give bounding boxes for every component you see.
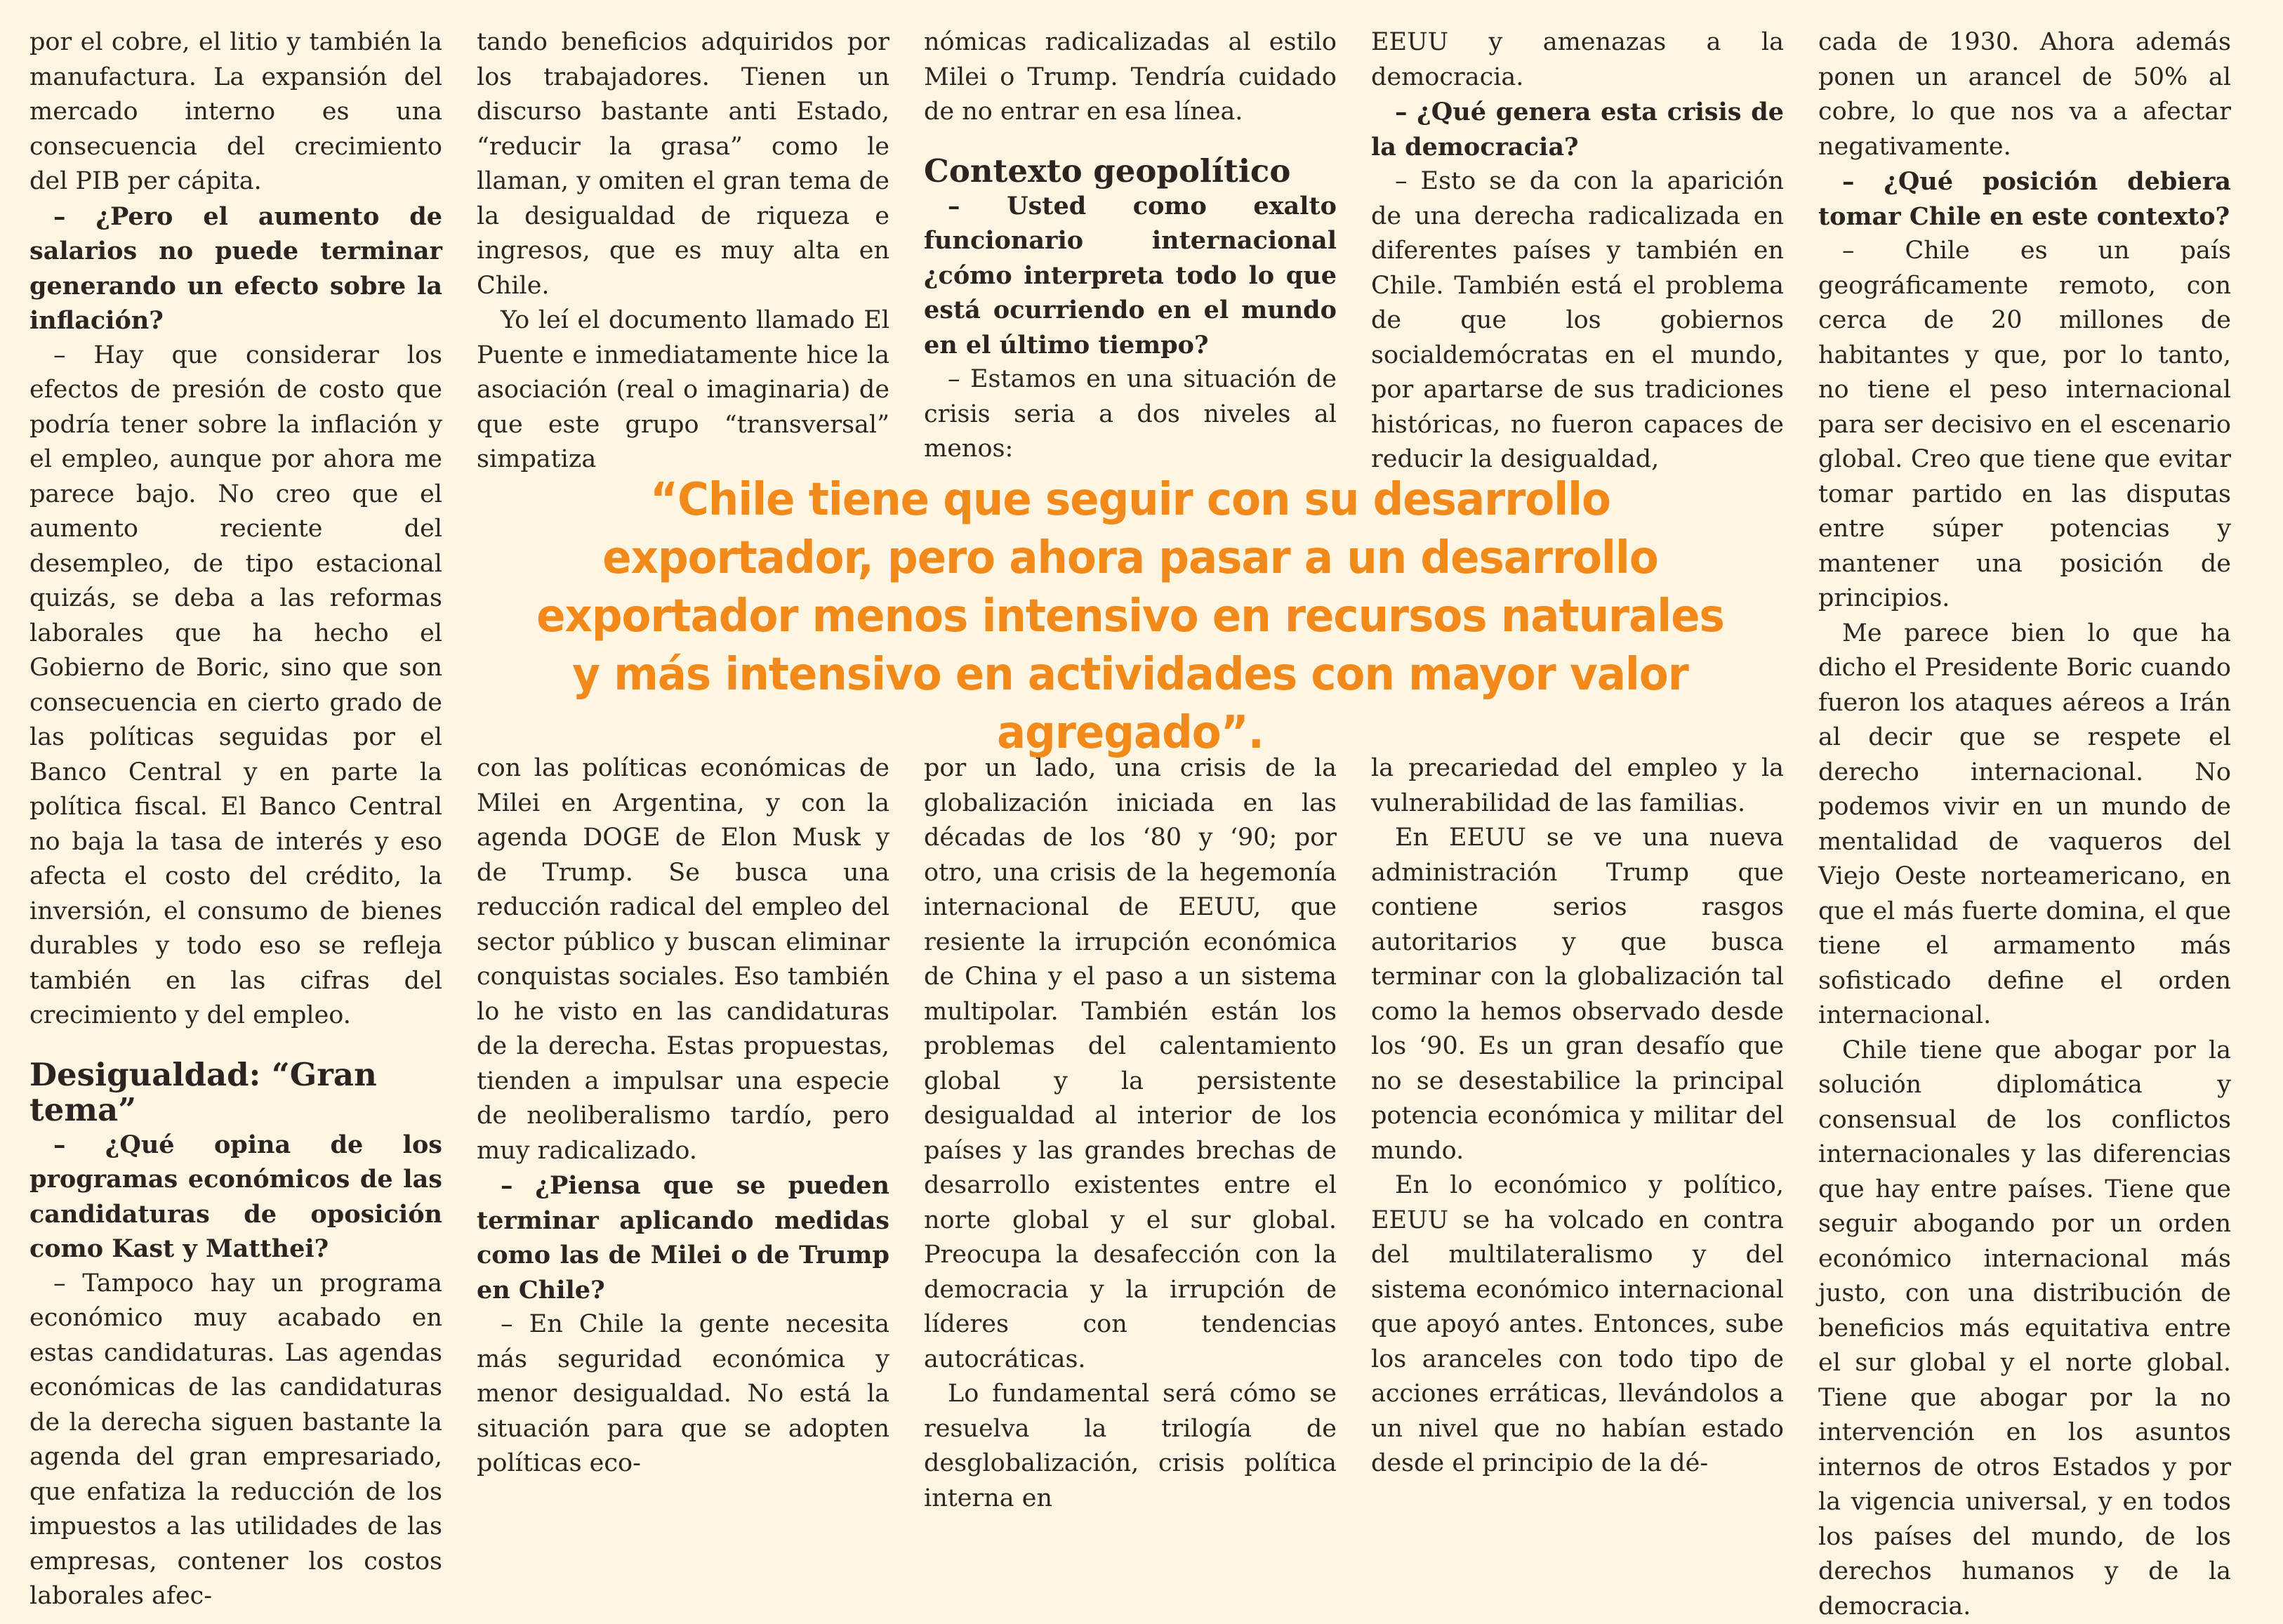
column-4-top — [1371, 25, 1784, 477]
pull-quote: “Chile tiene que seguir con su desarrollo exportador, pero ahora pasar a un desarrollo exportador menos intensivo en recursos naturales y más intensivo en actividades con mayor valor agregado”. — [520, 470, 1741, 762]
column-1 — [29, 25, 442, 1614]
interview-question: – ¿Qué opina de los programas económicos de las candidaturas de oposición como Kast y Matthei? — [29, 1128, 442, 1267]
body-paragraph: por el cobre, el litio y también la manufactura. La expansión del mercado interno es una consecuencia del crecimiento del PIB per cápita. — [29, 25, 442, 199]
body-paragraph: En lo económico y político, EEUU se ha volcado en contra del multilateralismo y del sistema económico internacional que apoyó antes. Entonces, sube los aranceles con todo tipo de acciones erráticas, llevándolos a un nivel que no habían estado desde el principio de la dé- — [1371, 1168, 1784, 1481]
body-paragraph: EEUU y amenazas a la democracia. — [1371, 25, 1784, 95]
section-gap — [29, 1034, 442, 1057]
body-paragraph: – En Chile la gente necesita más seguridad económica y menor desigualdad. No está la situación para que se adopten políticas eco- — [477, 1307, 889, 1481]
interview-question: – ¿Pero el aumento de salarios no puede terminar generando un efecto sobre la inflación? — [29, 199, 442, 338]
column-2-top — [477, 25, 889, 477]
body-paragraph: cada de 1930. Ahora además ponen un arancel de 50% al cobre, lo que nos va a afectar negativamente. — [1818, 25, 2231, 164]
body-paragraph: con las políticas económicas de Milei en Argentina, y con la agenda DOGE de Elon Musk y de Trump. Se busca una reducción radical del empleo del sector público y buscan eliminar conquistas sociales. Eso también lo he visto en las candidaturas de la derecha. Estas propuestas, tienden a impulsar una especie de neoliberalismo tardío, pero muy radicalizado. — [477, 751, 889, 1168]
body-paragraph: por un lado, una crisis de la globalización iniciada en las décadas de los ‘80 y ‘90; por otro, una crisis de la hegemonía internacional de EEUU, que resiente la irrupción económica de China y el paso a un sistema multipolar. También están los problemas del calentamiento global y la persistente desigualdad al interior de los países y las grandes brechas de desarrollo existentes entre el norte global y el sur global. Preocupa la desafección con la democracia y la irrupción de líderes con tendencias autocráticas. — [924, 751, 1337, 1377]
section-gap — [924, 130, 1337, 154]
column-4-bottom — [1371, 751, 1784, 1481]
body-paragraph: Me parece bien lo que ha dicho el Presidente Boric cuando fueron los ataques aéreos a Irán al decir que se respete el derecho internacional. No podemos vivir en un mundo de mentalidad de vaqueros del Viejo Oeste norteamericano, en que el más fuerte domina, el que tiene el armamento más sofisticado define el orden internacional. — [1818, 616, 2231, 1034]
body-paragraph: Lo fundamental será cómo se resuelva la trilogía de desglobalización, crisis política interna en — [924, 1377, 1337, 1516]
interview-question: – ¿Qué genera esta crisis de la democracia? — [1371, 95, 1784, 164]
column-3-top — [924, 25, 1337, 467]
body-paragraph: – Hay que considerar los efectos de presión de costo que podría tener sobre la inflación y el empleo, aunque por ahora me parece bajo. No creo que el aumento reciente del desempleo, de tipo estacional quizás, se deba a las reformas laborales que ha hecho el Gobierno de Boric, sino que son consecuencia en cierto grado de las políticas seguidas por el Banco Central y en parte la política fiscal. El Banco Central no baja la tasa de interés y eso afecta el costo del crédito, la inversión, el consumo de bienes durables y todo eso se refleja también en las cifras del crecimiento y del empleo. — [29, 338, 442, 1034]
body-paragraph: la precariedad del empleo y la vulnerabilidad de las familias. — [1371, 751, 1784, 821]
column-2-bottom — [477, 751, 889, 1481]
interview-question: – Usted como exalto funcionario internacional ¿cómo interpreta todo lo que está ocurriendo en el mundo en el último tiempo? — [924, 189, 1337, 363]
column-5 — [1818, 25, 2231, 1624]
body-paragraph: En EEUU se ve una nueva administración Trump que contiene serios rasgos autoritarios y que busca terminar con la globalización tal como la hemos observado desde los ‘90. Es un gran desafío que no se desestabilice la principal potencia económica y militar del mundo. — [1371, 821, 1784, 1168]
column-3-bottom — [924, 751, 1337, 1516]
body-paragraph: Chile tiene que abogar por la solución diplomática y consensual de los conflictos internacionales y las diferencias que hay entre países. Tiene que seguir abogando por un orden económico internacional más justo, con una distribución de beneficios más equitativa entre el sur global y el norte global. Tiene que abogar por la no intervención en los asuntos internos de otros Estados y por la vigencia universal, y en todos los países del mundo, de los derechos humanos y de la democracia. — [1818, 1034, 2231, 1624]
interview-question: – ¿Piensa que se pueden terminar aplicando medidas como las de Milei o de Trump en Chile? — [477, 1168, 889, 1307]
body-paragraph: nómicas radicalizadas al estilo Milei o Trump. Tendría cuidado de no entrar en esa línea. — [924, 25, 1337, 130]
interview-question: – ¿Qué posición debiera tomar Chile en este contexto? — [1818, 164, 2231, 234]
body-paragraph: tando beneficios adquiridos por los trabajadores. Tienen un discurso bastante anti Estado, “reducir la grasa” como le llaman, y omiten el gran tema de la desigualdad de riqueza e ingresos, que es muy alta en Chile. — [477, 25, 889, 303]
body-paragraph: Yo leí el documento llamado El Puente e inmediatamente hice la asociación (real o imaginaria) de que este grupo “transversal” simpatiza — [477, 303, 889, 477]
body-paragraph: – Estamos en una situación de crisis seria a dos niveles al menos: — [924, 362, 1337, 467]
body-paragraph: – Tampoco hay un programa económico muy acabado en estas candidaturas. Las agendas económicas de las candidaturas de la derecha siguen bastante la agenda del gran empresariado, que enfatiza la reducción de los impuestos a las utilidades de las empresas, contener los costos laborales afec- — [29, 1267, 442, 1614]
body-paragraph: – Chile es un país geográficamente remoto, con cerca de 20 millones de habitantes y que, por lo tanto, no tiene el peso internacional para ser decisivo en el escenario global. Creo que tiene que evitar tomar partido en las disputas entre súper potencias y mantener una posición de principios. — [1818, 234, 2231, 616]
body-paragraph: – Esto se da con la aparición de una derecha radicalizada en diferentes países y también en Chile. También está el problema de que los gobiernos socialdemócratas en el mundo, por apartarse de sus tradiciones históricas, no fueron capaces de reducir la desigualdad, — [1371, 164, 1784, 477]
section-heading: Contexto geopolítico — [924, 154, 1337, 189]
section-heading: Desigualdad: “Gran tema” — [29, 1057, 442, 1128]
